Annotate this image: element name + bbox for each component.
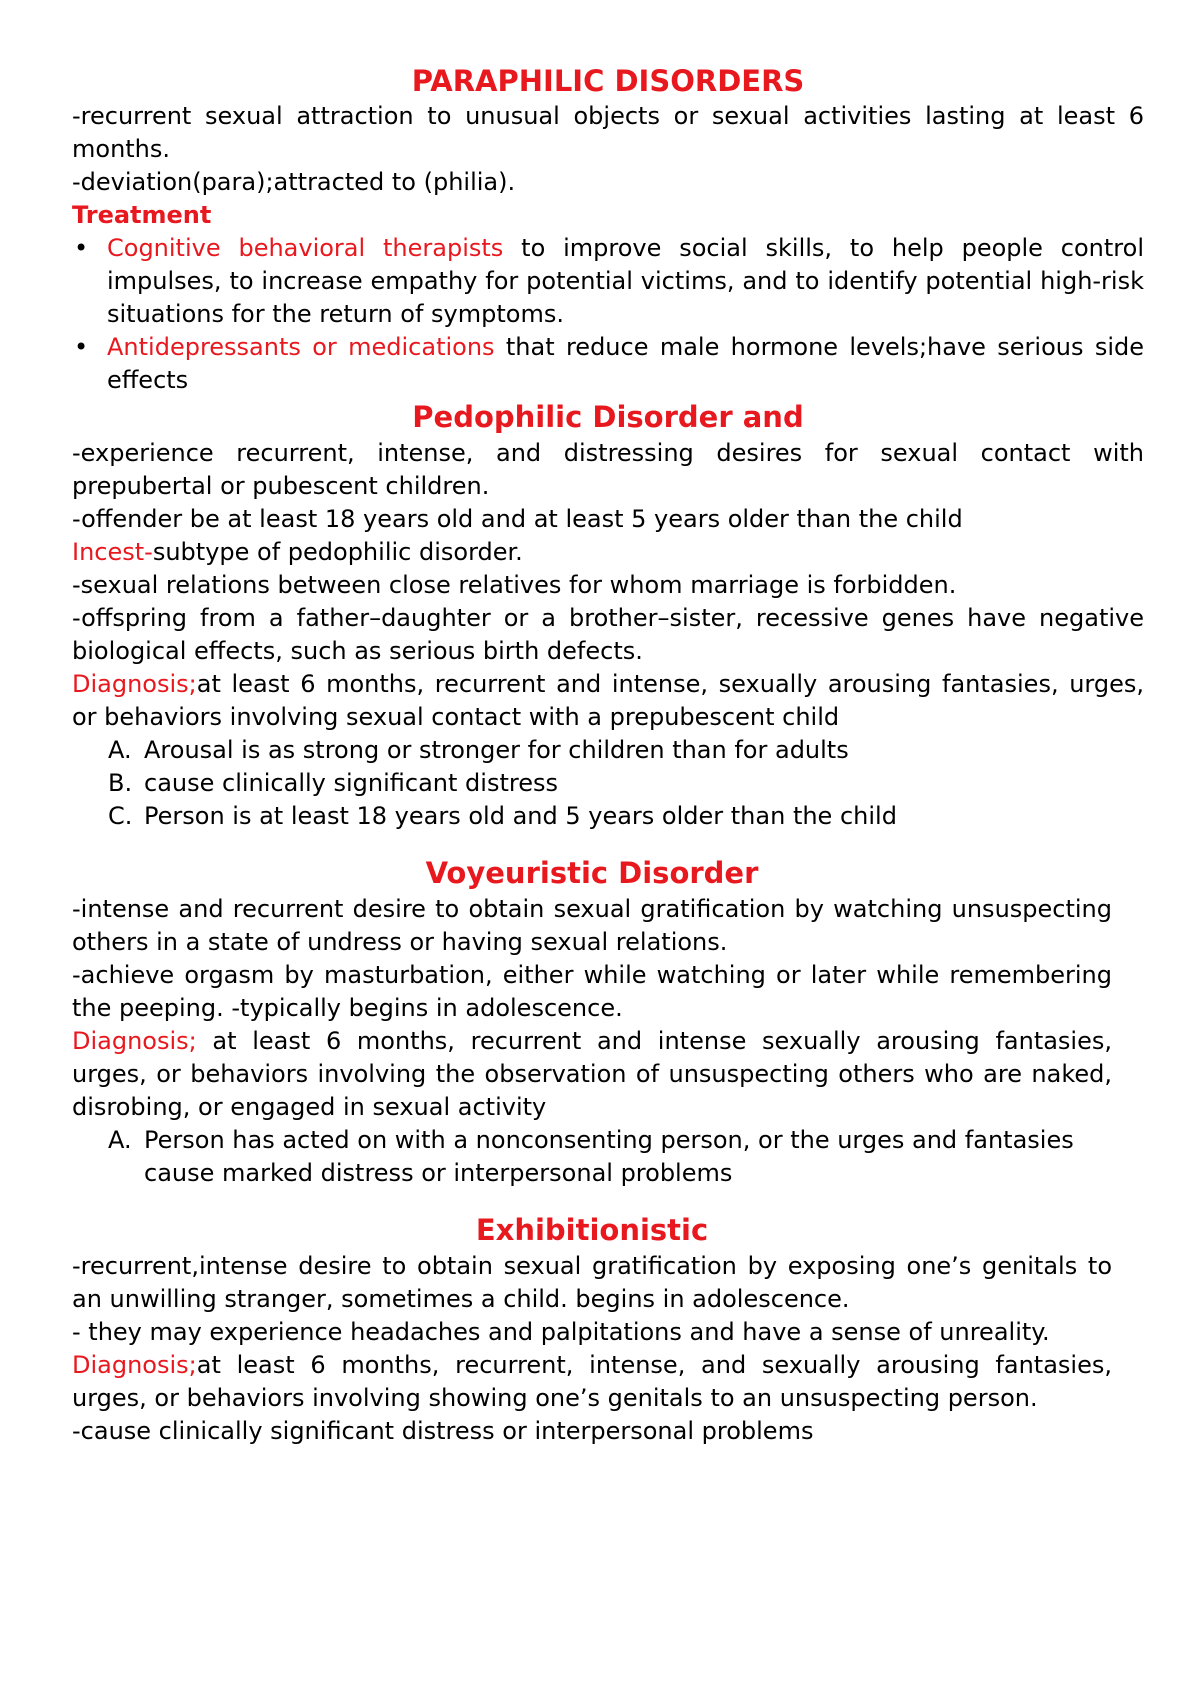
page-title: PARAPHILIC DISORDERS bbox=[411, 64, 805, 98]
criteria-marker: A. bbox=[108, 736, 132, 764]
incest-label: Incest- bbox=[72, 538, 153, 566]
diagnosis-text: at least 6 months, recurrent, intense, and sexually arousing fantasies, urges, or behaviors involving showing one’s genitals to an unsuspecting person. bbox=[72, 1351, 1112, 1412]
section-voyeuristic bbox=[72, 853, 1112, 1190]
criteria-item bbox=[108, 734, 1144, 767]
section-exhibitionistic bbox=[72, 1210, 1112, 1448]
voyeuristic-diagnosis bbox=[72, 1025, 1112, 1124]
section-heading: Pedophilic Disorder and bbox=[412, 400, 804, 434]
diagnosis-label: Diagnosis; bbox=[72, 1027, 197, 1055]
criteria-marker: C. bbox=[108, 802, 133, 830]
criteria-text: Person is at least 18 years old and 5 years older than the child bbox=[144, 802, 897, 830]
paraphilic-etymology: -deviation(para);attracted to (philia). bbox=[72, 168, 516, 196]
treatment-list bbox=[72, 232, 1144, 397]
pedophilic-diagnosis bbox=[72, 668, 1144, 734]
bullet-icon: • bbox=[74, 234, 89, 262]
criteria-text: Arousal is as strong or stronger for children than for adults bbox=[144, 736, 849, 764]
criteria-item bbox=[108, 767, 1144, 800]
treatment-item bbox=[74, 331, 1144, 397]
pedophilic-criteria-list bbox=[72, 734, 1144, 833]
voyeuristic-behavior: -achieve orgasm by masturbation, either while watching or later while remembering the peeping. -typically begins in adolescence. bbox=[72, 961, 1112, 1022]
exhibitionistic-symptoms: - they may experience headaches and palpitations and have a sense of unreality. bbox=[72, 1318, 1050, 1346]
section-heading: Voyeuristic Disorder bbox=[425, 856, 759, 890]
exhibitionistic-criterion: -cause clinically significant distress or interpersonal problems bbox=[72, 1417, 814, 1445]
treatment-heading: Treatment bbox=[72, 201, 212, 229]
treatment-item-text: to improve social skills, to help people control impulses, to increase empathy for potential victims, and to identify potential high-risk situations for the return of symptoms. bbox=[107, 234, 1144, 328]
section-heading: Exhibitionistic bbox=[475, 1213, 709, 1247]
paraphilic-definition: -recurrent sexual attraction to unusual objects or sexual activities lasting at least 6 months. bbox=[72, 102, 1144, 163]
treatment-item-text: that reduce male hormone levels;have serious side effects bbox=[107, 333, 1144, 394]
bullet-icon: • bbox=[74, 333, 89, 361]
incest-definition bbox=[72, 536, 1144, 569]
spacer bbox=[72, 833, 1144, 853]
diagnosis-text: at least 6 months, recurrent and intense, sexually arousing fantasies, urges, or behaviors involving sexual contact with a prepubescent child bbox=[72, 670, 1144, 731]
exhibitionistic-definition: -recurrent,intense desire to obtain sexual gratification by exposing one’s genitals to an unwilling stranger, sometimes a child. begins in adolescence. bbox=[72, 1252, 1112, 1313]
treatment-item-title: Cognitive behavioral therapists bbox=[107, 234, 504, 262]
pedophilic-age-rule: -offender be at least 18 years old and at least 5 years older than the child bbox=[72, 505, 963, 533]
criteria-text: cause clinically significant distress bbox=[144, 769, 558, 797]
criteria-item bbox=[108, 800, 1144, 833]
document-page bbox=[72, 62, 1144, 1448]
treatment-item bbox=[74, 232, 1144, 331]
pedophilic-definition: -experience recurrent, intense, and distressing desires for sexual contact with prepubertal or pubescent children. bbox=[72, 439, 1144, 500]
incest-offspring: -offspring from a father–daughter or a brother–sister, recessive genes have negative biological effects, such as serious birth defects. bbox=[72, 604, 1144, 665]
criteria-marker: A. bbox=[108, 1126, 132, 1154]
exhibitionistic-diagnosis bbox=[72, 1349, 1112, 1415]
criteria-marker: B. bbox=[108, 769, 133, 797]
criteria-item bbox=[108, 1124, 1112, 1190]
diagnosis-text: at least 6 months, recurrent and intense sexually arousing fantasies, urges, or behaviors involving the observation of unsuspecting others who are naked, disrobing, or engaged in sexual activity bbox=[72, 1027, 1112, 1121]
section-pedophilic bbox=[72, 397, 1144, 833]
incest-relations: -sexual relations between close relatives for whom marriage is forbidden. bbox=[72, 571, 957, 599]
incest-text: subtype of pedophilic disorder. bbox=[152, 538, 523, 566]
diagnosis-label: Diagnosis; bbox=[72, 1351, 197, 1379]
voyeuristic-criteria-list bbox=[72, 1124, 1112, 1190]
treatment-item-title: Antidepressants or medications bbox=[107, 333, 495, 361]
voyeuristic-definition: -intense and recurrent desire to obtain sexual gratification by watching unsuspecting others in a state of undress or having sexual relations. bbox=[72, 895, 1112, 956]
criteria-text: Person has acted on with a nonconsenting person, or the urges and fantasies cause marked distress or interpersonal problems bbox=[144, 1126, 1074, 1187]
section-paraphilic bbox=[72, 62, 1144, 397]
spacer bbox=[72, 1190, 1144, 1210]
diagnosis-label: Diagnosis; bbox=[72, 670, 197, 698]
